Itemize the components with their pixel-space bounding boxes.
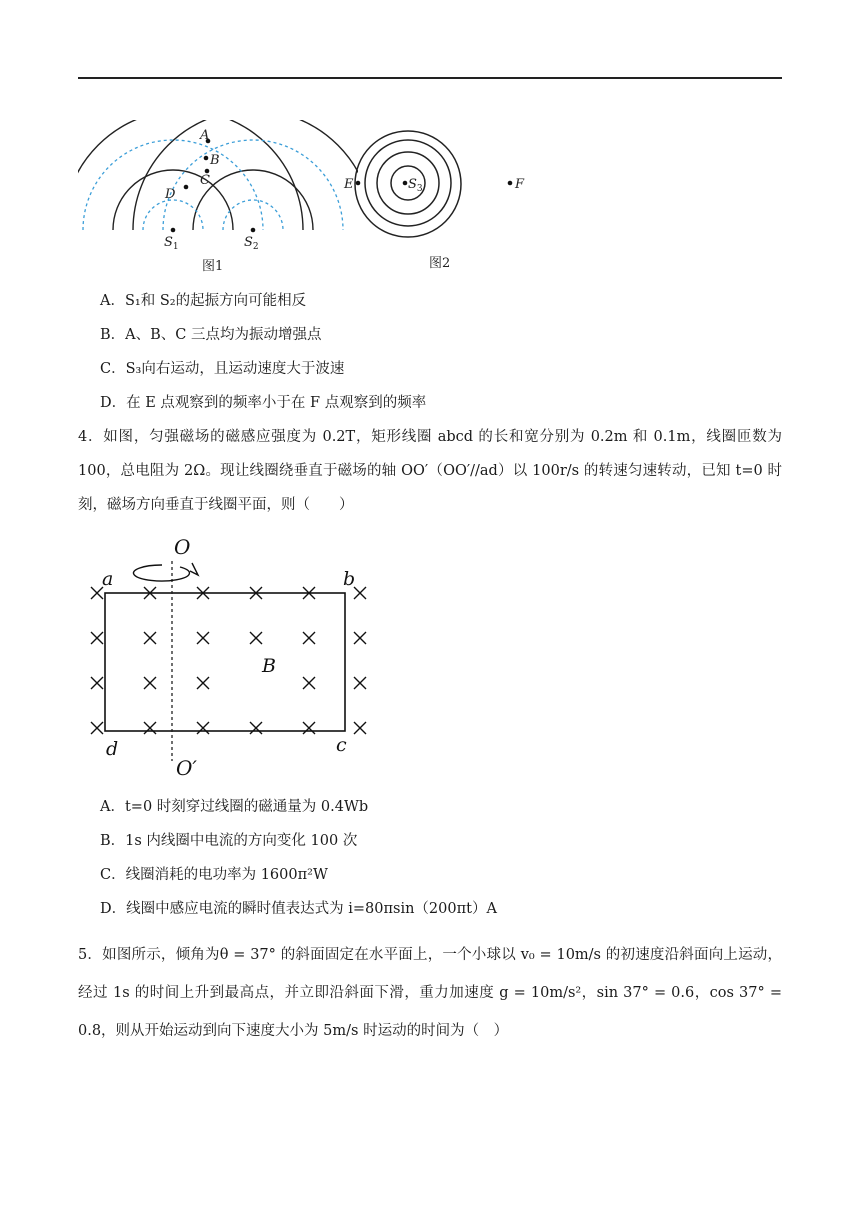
source-S1 bbox=[171, 228, 176, 233]
point-D bbox=[184, 185, 189, 190]
q4-option-a: A．t=0 时刻穿过线圈的磁通量为 0.4Wb bbox=[100, 799, 369, 815]
q3-option-a: A．S₁和 S₂的起振方向可能相反 bbox=[100, 293, 307, 309]
figure-1-wave-interference bbox=[78, 120, 358, 280]
figure-1-caption: 图1 bbox=[202, 259, 224, 274]
q4-option-b: B．1s 内线圈中电流的方向变化 100 次 bbox=[100, 833, 358, 849]
label-S2: $S_2$ bbox=[244, 235, 259, 252]
label-B-field: B bbox=[262, 655, 276, 677]
label-B: B bbox=[210, 153, 220, 168]
label-C: C bbox=[200, 173, 210, 188]
q4-option-d: D．线圈中感应电流的瞬时值表达式为 i=80πsin（200πt）A bbox=[100, 901, 497, 917]
q3-option-d: D．在 E 点观察到的频率小于在 F 点观察到的频率 bbox=[100, 395, 427, 411]
source-S3 bbox=[403, 181, 408, 186]
q5-stem: 5．如图所示，倾角为θ = 37° 的斜面固定在水平面上，一个小球以 v₀ = 10m/s 的初速度沿斜面向上运动，经过 1s 的时间上升到最高点，并立即沿斜面下滑，重力加速度 g = 10m/s²，sin 37° = 0.6，cos 37° = 0.8，则从开始运动到向下速度大小为 5m/s 时运动的时间为（ ） bbox=[78, 947, 782, 1039]
point-E bbox=[356, 181, 361, 186]
label-d: d bbox=[106, 738, 119, 760]
q3-option-c: C．S₃向右运动，且运动速度大于波速 bbox=[100, 361, 345, 377]
rotation-arrow-icon bbox=[133, 563, 198, 581]
figure-2-caption: 图2 bbox=[429, 256, 451, 271]
point-F bbox=[508, 181, 513, 186]
label-S1: $S_1$ bbox=[164, 235, 179, 252]
label-E: E bbox=[344, 177, 354, 192]
source-S2 bbox=[251, 228, 256, 233]
magnetic-field-crosses bbox=[91, 587, 366, 734]
q4-stem: 4．如图，匀强磁场的磁感应强度为 0.2T，矩形线圈 abcd 的长和宽分别为 0.2m 和 0.1m，线圈匝数为 100，总电阻为 2Ω。现让线圈绕垂直于磁场的轴 OO′（OO′//ad）以 100r/s 的转速匀速转动，已知 t=0 时刻，磁场方向垂直于线圈平面，则（ ） bbox=[78, 429, 782, 513]
header-rule bbox=[78, 77, 782, 79]
label-c: c bbox=[336, 734, 347, 756]
label-O: O bbox=[174, 535, 191, 559]
q3-option-b: B．A、B、C 三点均为振动增强点 bbox=[100, 327, 322, 343]
label-A: A bbox=[200, 128, 210, 143]
q4-option-c: C．线圈消耗的电功率为 1600π²W bbox=[100, 867, 328, 883]
figure-2-doppler bbox=[338, 120, 538, 280]
label-a: a bbox=[102, 568, 114, 590]
label-D: D bbox=[165, 187, 176, 202]
label-O-prime: O′ bbox=[176, 756, 197, 780]
coil-abcd bbox=[105, 593, 345, 731]
point-B bbox=[204, 156, 209, 161]
label-F: F bbox=[515, 177, 525, 192]
label-S3: $S_3$ bbox=[408, 177, 423, 194]
label-b: b bbox=[343, 568, 356, 590]
figure-q4-coil bbox=[80, 533, 380, 783]
